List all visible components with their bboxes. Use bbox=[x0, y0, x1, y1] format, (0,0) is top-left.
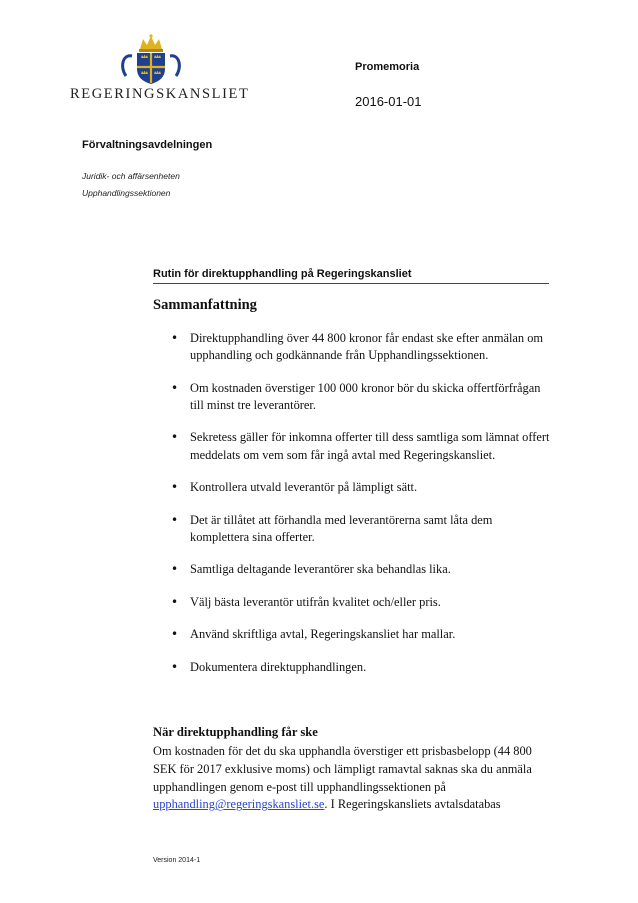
list-item: • Använd skriftliga avtal, Regeringskansliet har mallar. bbox=[171, 626, 551, 643]
paragraph-text: Om kostnaden för det du ska upphandla överstiger ett prisbasbelopp (44 800 SEK för 2017 exklusive moms) och lämpligt ramavtal saknas ska du anmäla upphandlingen genom e-post till upphandlingssektionen på bbox=[153, 744, 532, 794]
list-item: • Dokumentera direktupphandlingen. bbox=[171, 659, 551, 676]
list-item: • Välj bästa leverantör utifrån kvalitet och/eller pris. bbox=[171, 594, 551, 611]
department: Förvaltningsavdelningen bbox=[82, 139, 213, 151]
section-name: Upphandlingssektionen bbox=[82, 188, 171, 198]
document-date: 2016-01-01 bbox=[355, 94, 422, 109]
coat-of-arms-icon bbox=[70, 34, 232, 86]
logo-text: REGERINGSKANSLIET bbox=[70, 86, 250, 102]
list-item: • Om kostnaden överstiger 100 000 kronor bör du skicka offertförfrågan till minst tre leverantörer. bbox=[171, 380, 551, 414]
list-item: • Direktupphandling över 44 800 kronor får endast ske efter anmälan om upphandling och godkännande från Upphandlingssektionen. bbox=[171, 330, 551, 364]
subject-line: Rutin för direktupphandling på Regeringskansliet bbox=[153, 268, 549, 284]
document-type: Promemoria bbox=[355, 61, 420, 73]
section-paragraph bbox=[153, 743, 553, 814]
version-footer: Version 2014-1 bbox=[153, 857, 201, 864]
list-item: • Kontrollera utvald leverantör på lämpligt sätt. bbox=[171, 479, 551, 496]
paragraph-text-continued: . I Regeringskansliets avtalsdatabas bbox=[324, 797, 501, 812]
summary-heading: Sammanfattning bbox=[153, 297, 257, 313]
list-item: • Sekretess gäller för inkomna offerter till dess samtliga som lämnat offert meddelats om vem som får ingå avtal med Regeringskansliet. bbox=[171, 429, 551, 463]
list-item: • Samtliga deltagande leverantörer ska behandlas lika. bbox=[171, 561, 551, 578]
regeringskansliet-logo bbox=[70, 34, 250, 106]
summary-list bbox=[171, 330, 551, 691]
list-item: • Det är tillåtet att förhandla med leverantörerna samt låta dem komplettera sina offerter. bbox=[171, 512, 551, 546]
unit-name: Juridik- och affärsenheten bbox=[82, 171, 180, 181]
section-heading: När direktupphandling får ske bbox=[153, 725, 318, 739]
email-link[interactable]: upphandling@regeringskansliet.se bbox=[153, 797, 325, 812]
